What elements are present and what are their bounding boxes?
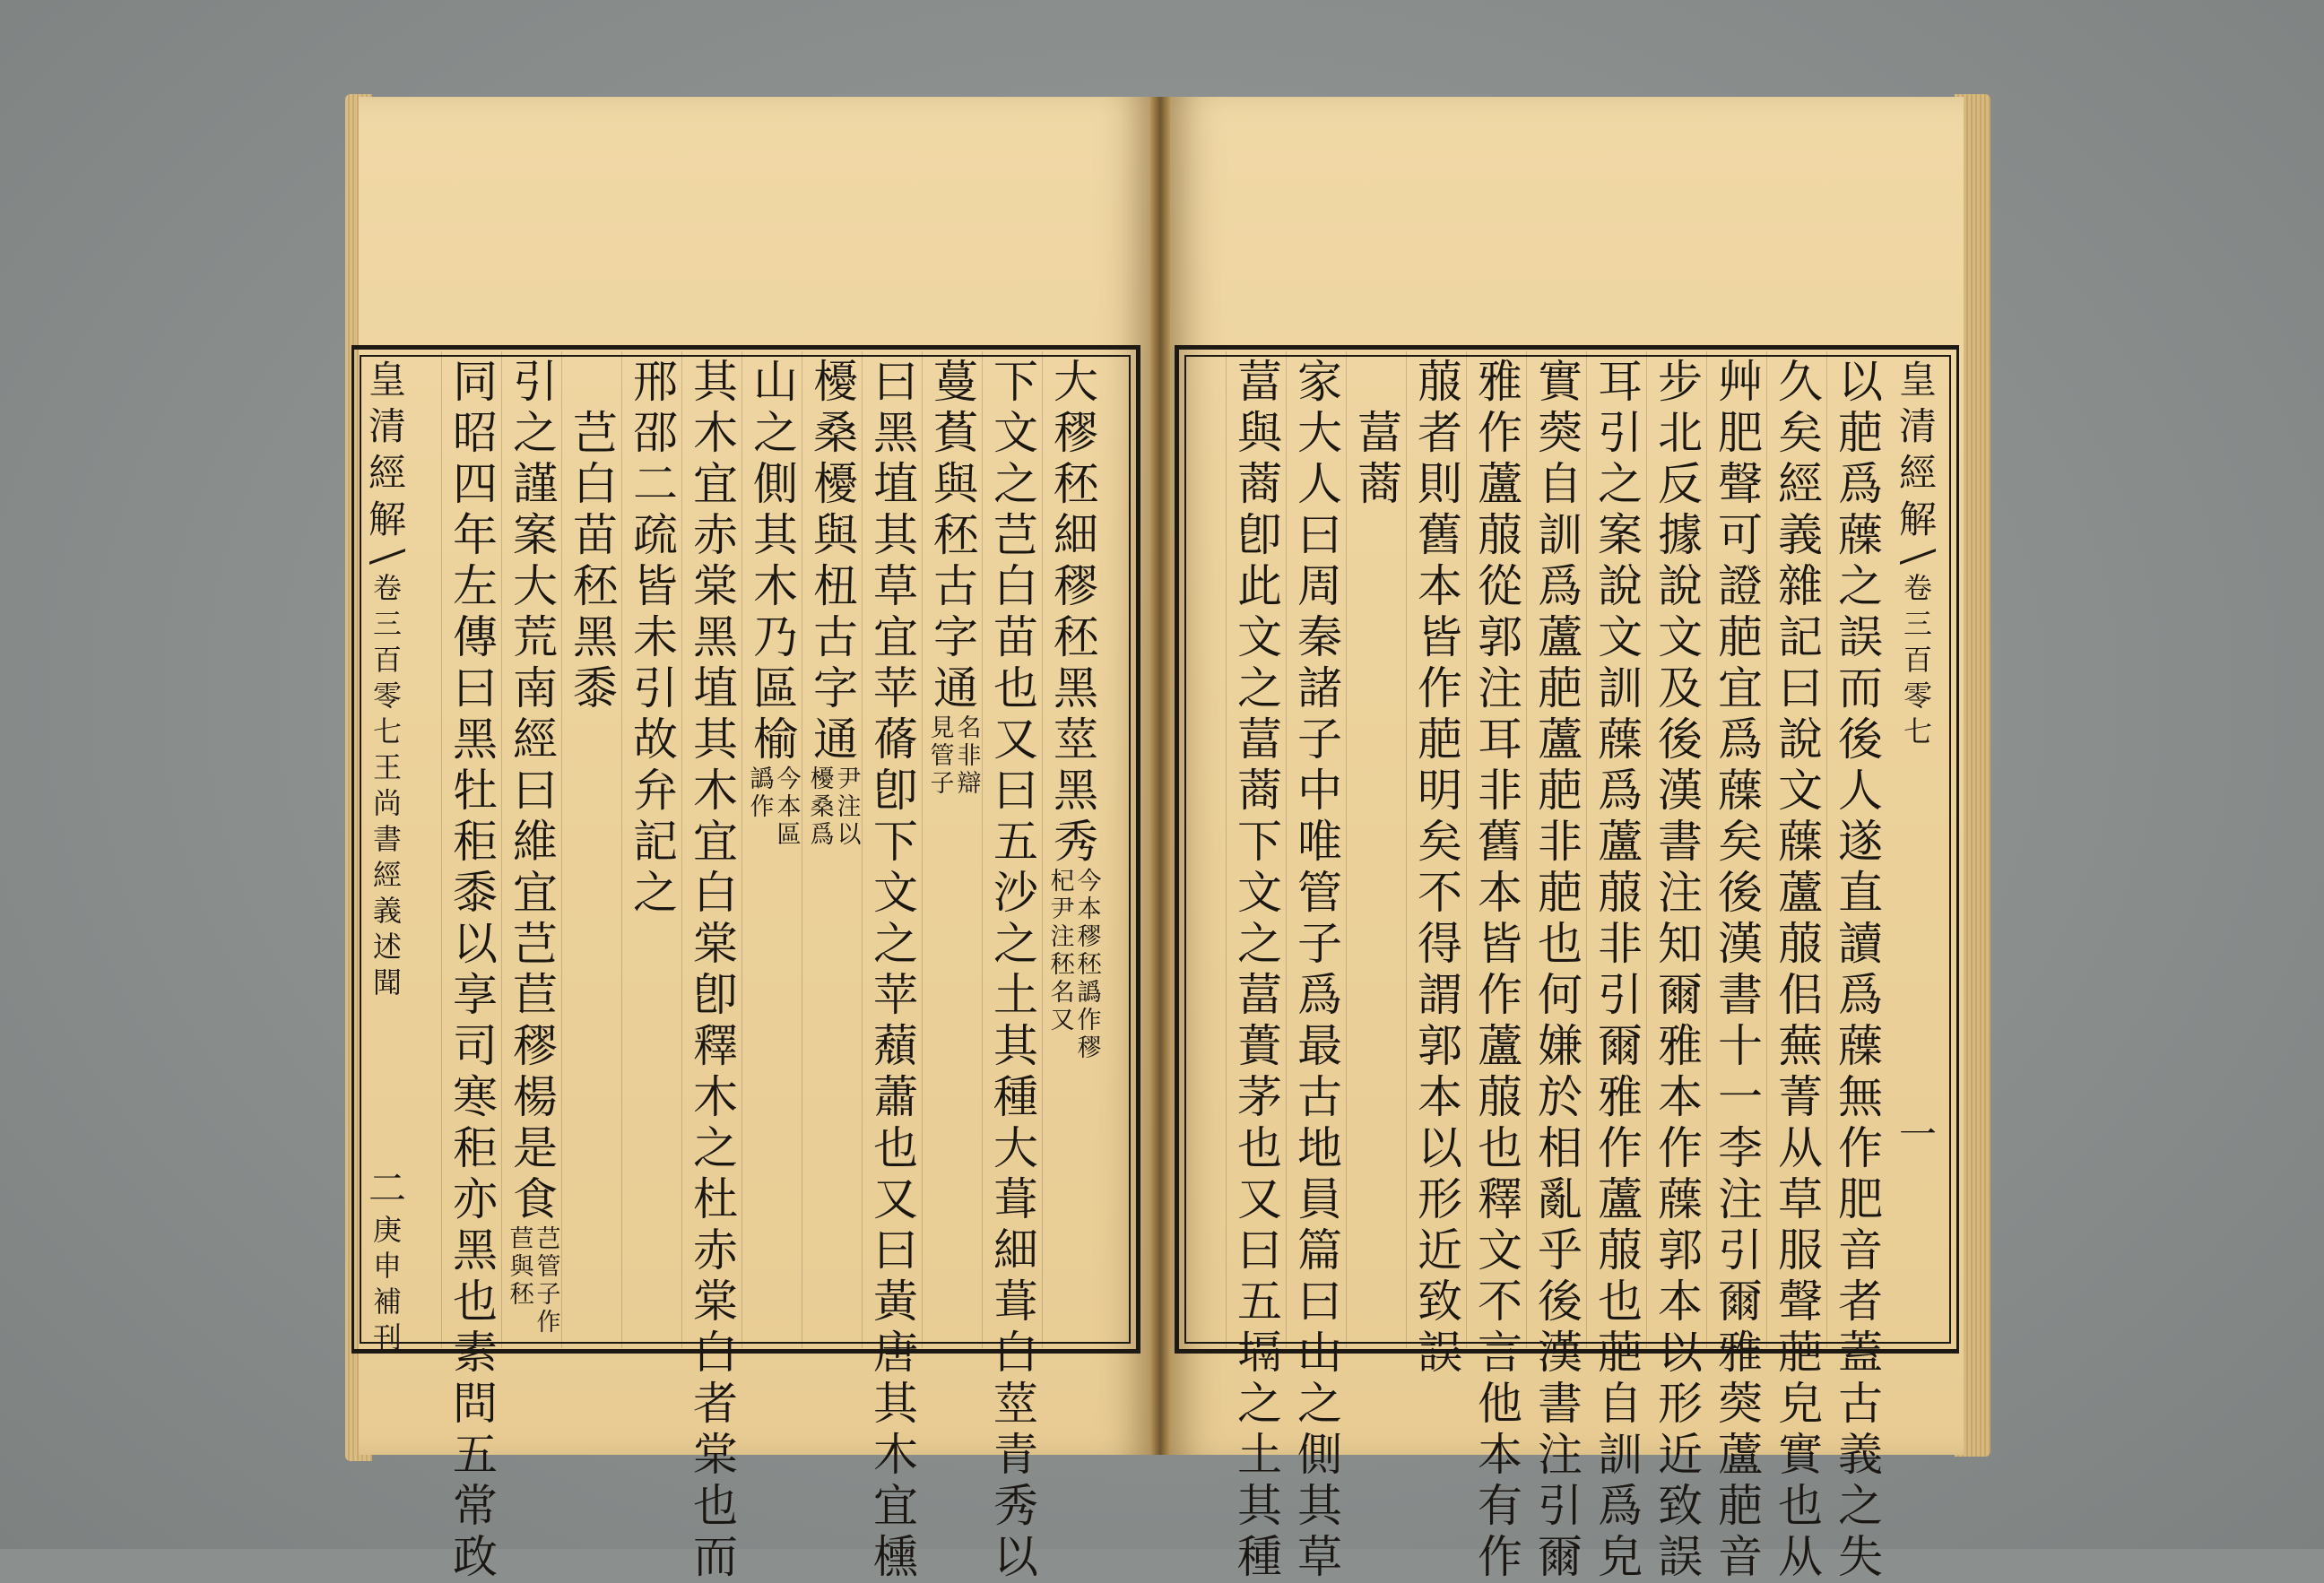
right-page-column: 葍 與 蔏 卽 此 文 之 葍 蔏 下 文 之 葍 蕢 茅 也 又 曰 五 塥 之 土 其 種 bbox=[1237, 356, 1282, 1583]
right-page-column: 步 北 反 據 說 文 及 後 漢 書 注 知 爾 雅 本 作 䕈 郭 本 以 形 近 致 誤 bbox=[1658, 356, 1703, 1583]
left-page-column: 邢 邵 二 疏 皆 未 引 故 弁 記 之 bbox=[633, 356, 678, 919]
column-rule bbox=[441, 351, 442, 1348]
left-page-column: 引 之 謹 案 大 荒 南 經 曰 維 宜 芑 苣 穋 楊 是 食 苣 芑 與 管 秠 子 作 bbox=[509, 356, 561, 1336]
column-rule bbox=[1226, 351, 1227, 1348]
left-margin-title: 皇 清 經 解 bbox=[368, 358, 406, 541]
left-page-column: 曰 黑 埴 其 草 宜 苹 蓨 卽 下 文 之 苹 蘈 蕭 也 又 曰 黃 唐 其 木 宜 櫄 bbox=[873, 356, 918, 1583]
left-page-column: 芑 白 苗 秠 黑 黍 bbox=[573, 407, 618, 714]
left-page-interlinear-note: 見 名 管 非 子 辯 bbox=[930, 714, 982, 798]
fishtail-mark bbox=[369, 547, 405, 567]
left-margin-volume: 卷 三 百 零 七 bbox=[372, 571, 402, 748]
right-page-column: 實 葖 自 訓 爲 蘆 萉 蘆 萉 非 萉 也 何 嫌 於 相 亂 乎 後 漢 書 注 引 爾 bbox=[1538, 356, 1583, 1583]
left-page-column: 蔓 萯 與 秠 古 字 通 見 名 管 非 子 辯 bbox=[930, 356, 982, 798]
right-margin-title: 皇 清 經 解 bbox=[1898, 358, 1937, 541]
right-margin-footer bbox=[1896, 1112, 1939, 1158]
left-margin-subtitle: 王 尚 書 經 義 述 聞 bbox=[372, 750, 402, 999]
right-page-column: 葍 蔏 bbox=[1357, 407, 1402, 510]
left-margin-folio: 二 bbox=[368, 1166, 406, 1210]
left-page-column: 同 昭 四 年 左 傳 曰 黑 牡 秬 黍 以 享 司 寒 秬 亦 黑 也 素 問 五 常 政 bbox=[453, 356, 498, 1583]
right-margin-volume: 卷 三 百 零 七 bbox=[1903, 571, 1932, 748]
right-page-column: 雅 作 蘆 菔 從 郭 注 耳 非 舊 本 皆 作 蘆 菔 也 釋 文 不 言 他 本 有 作 bbox=[1478, 356, 1522, 1583]
left-page-interlinear-note: 櫌 尹 桑 注 爲 以 bbox=[810, 766, 862, 849]
left-page-column: 櫌 桑 櫌 與 杻 古 字 通 櫌 尹 桑 注 爲 以 bbox=[810, 356, 862, 849]
left-margin-column bbox=[366, 357, 409, 1000]
left-margin-edition: 庚 申 補 刊 bbox=[372, 1213, 402, 1354]
left-page-column: 山 之 側 其 木 乃 區 榆 譌 今 作 本 區 bbox=[750, 356, 802, 849]
right-page-column: 以 萉 爲 䕈 之 誤 而 後 人 遂 直 讀 爲 䕈 無 作 肥 音 者 蓋 古 義 之 失 bbox=[1838, 356, 1883, 1583]
right-page-column: 耳 引 之 案 說 文 訓 䕈 爲 蘆 菔 非 引 爾 雅 作 蘆 菔 也 萉 自 訓 爲 皃 bbox=[1598, 356, 1643, 1583]
left-page-interlinear-note: 苣 芑 與 管 秠 子 作 bbox=[509, 1225, 561, 1336]
book-gutter bbox=[1150, 97, 1170, 1455]
right-margin-folio: 一 bbox=[1898, 1112, 1937, 1156]
left-page-interlinear-note: 杞 今 尹 本 注 穋 秠 秠 名 譌 又 作 穋 bbox=[1050, 868, 1102, 1062]
right-page-column: 家 大 人 曰 周 秦 諸 子 中 唯 管 子 爲 最 古 地 員 篇 曰 山 之 側 其 草 bbox=[1297, 356, 1342, 1583]
left-page-column: 大 穋 秠 細 穋 秠 黑 莖 黑 秀 杞 今 尹 本 注 穋 秠 秠 名 譌 又 作 穋 bbox=[1050, 356, 1102, 1062]
right-page-column: 久 矣 經 義 雜 記 曰 說 文 䕈 蘆 菔 佀 蕪 菁 从 草 服 聲 萉 皃 實 也 从 bbox=[1778, 356, 1823, 1583]
right-page-column: 艸 肥 聲 可 證 萉 宜 爲 䕈 矣 後 漢 書 十 一 李 注 引 爾 雅 葖 蘆 萉 音 bbox=[1718, 356, 1763, 1583]
fishtail-mark bbox=[1900, 547, 1936, 567]
right-page-column: 菔 者 則 舊 本 皆 作 萉 明 矣 不 得 謂 郭 本 以 形 近 致 誤 bbox=[1418, 356, 1462, 1379]
left-margin-footer bbox=[366, 1165, 409, 1355]
right-margin-column bbox=[1896, 357, 1939, 749]
left-page-column: 其 木 宜 赤 棠 黑 埴 其 木 宜 白 棠 卽 釋 木 之 杜 赤 棠 白 者 棠 也 而 bbox=[693, 356, 738, 1583]
left-page-interlinear-note: 譌 今 作 本 區 bbox=[750, 766, 802, 849]
left-page-column: 下 文 之 芑 白 苗 也 又 曰 五 沙 之 土 其 種 大 葺 細 葺 白 莖 青 秀 以 bbox=[993, 356, 1038, 1583]
